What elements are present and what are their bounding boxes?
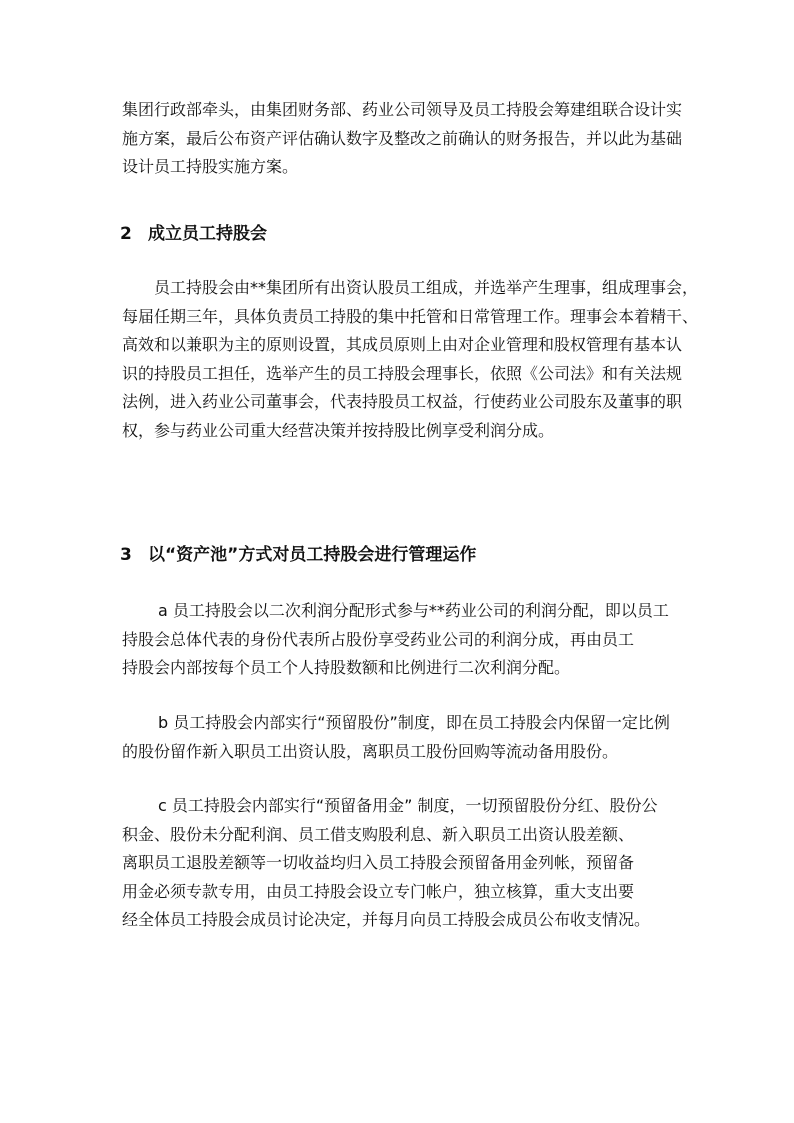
section-3-heading [120, 543, 476, 567]
item-b-line: 的股份留作新入职员工出资认股，离职员工股份回购等流动备用股份。 [122, 741, 619, 761]
section-2-line: 识的持股员工担任，选举产生的员工持股会理事长，依照《公司法》和有关法规 [122, 363, 683, 383]
item-a-line: a 员工持股会以二次利润分配形式参与**药业公司的利润分配，即以员工 [158, 601, 669, 620]
item-c-line: 积金、股份未分配利润、员工借支购股利息、新入职员工出资认股差额、 [122, 824, 635, 844]
item-c-line: 经全体员工持股会成员讨论决定，并每月向员工持股会成员公布收支情况。 [122, 910, 651, 929]
section-3-number: 3 [120, 545, 132, 565]
section-3-title: 以“资产池”方式对员工持股会进行管理运作 [148, 545, 477, 565]
item-b-line: b 员工持股会内部实行“预留股份”制度，即在员工持股会内保留一定比例 [158, 713, 670, 732]
intro-line: 设计员工持股实施方案。 [122, 157, 299, 176]
intro-line: 集团行政部牵头，由集团财务部、药业公司领导及员工持股会筹建组联合设计实 [122, 100, 683, 119]
section-3-item-a [122, 597, 682, 683]
section-2-line: 权，参与药业公司重大经营决策并按持股比例享受利润分成。 [122, 420, 555, 440]
section-2-line: 高效和以兼职为主的原则设置，其成员原则上由对企业管理和股权管理有基本认 [122, 335, 683, 354]
section-3-item-b [122, 709, 682, 766]
intro-line: 施方案，最后公布资产评估确认数字及整改之前确认的财务报告，并以此为基础 [122, 128, 683, 148]
item-a-line: 持股会内部按每个员工个人持股数额和比例进行二次利润分配。 [122, 658, 571, 677]
item-c-line: 离职员工退股差额等一切收益均归入员工持股会预留备用金列帐，预留备 [122, 853, 635, 872]
item-c-line: c 员工持股会内部实行“预留备用金” 制度，一切预留股份分红、股份公 [158, 796, 658, 815]
section-2-line: 每届任期三年，具体负责员工持股的集中托管和日常管理工作。理事会本着精干、 [122, 306, 699, 326]
section-2-line: 法例，进入药业公司董事会，代表持股员工权益，行使药业公司股东及董事的职 [122, 392, 683, 411]
section-2-line: 员工持股会由**集团所有出资认股员工组成，并选举产生理事，组成理事会， [154, 278, 699, 297]
item-c-line: 用金必须专款专用，由员工持股会设立专门帐户，独立核算，重大支出要 [122, 881, 635, 901]
section-3-item-c [122, 792, 682, 935]
intro-paragraph [122, 96, 682, 182]
item-a-line: 持股会总体代表的身份代表所占股份享受药业公司的利润分成，再由员工 [122, 629, 635, 649]
section-2-paragraph [122, 274, 699, 445]
section-2-number: 2 [120, 224, 132, 244]
section-2-title: 成立员工持股会 [148, 224, 267, 244]
section-2-heading [120, 222, 267, 246]
